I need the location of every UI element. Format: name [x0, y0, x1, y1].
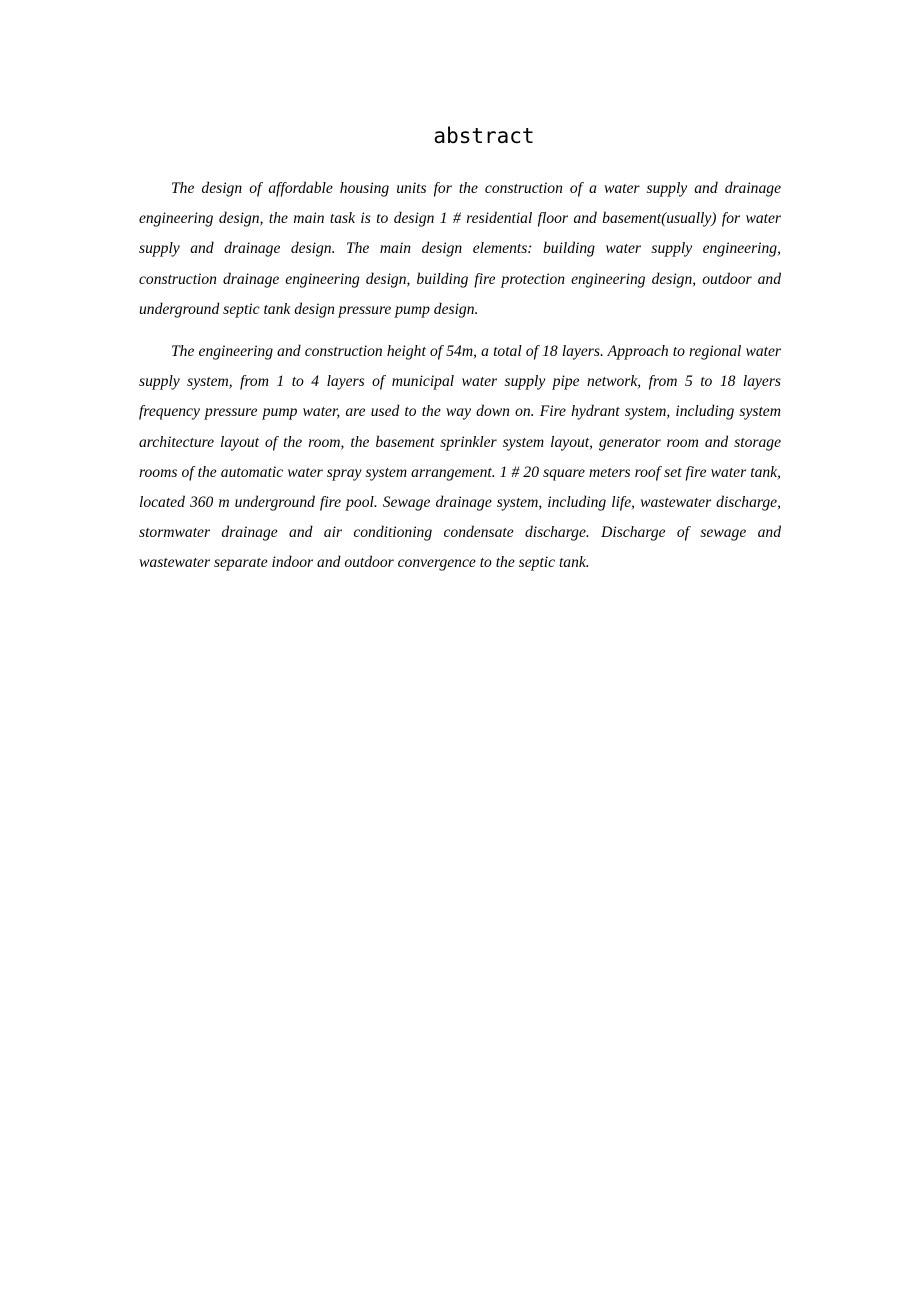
abstract-paragraph-1: The design of affordable housing units for the construction of a water supply and drainage engineering design, the main task is to design 1 # residential floor and basement(usually) for water supply and drainage design. The main design elements: building water supply engineering, construction drainage engineering design, building fire protection engineering design, outdoor and underground septic tank design pressure pump design. — [139, 180, 781, 318]
abstract-body — [139, 174, 781, 591]
abstract-title: abstract — [433, 124, 535, 148]
abstract-paragraph-2: The engineering and construction height of 54m, a total of 18 layers. Approach to regional water supply system, from 1 to 4 layers of municipal water supply pipe network, from 5 to 18 layers frequency pressure pump water, are used to the way down on. Fire hydrant system, including system architecture layout of the room, the basement sprinkler system layout, generator room and storage rooms of the automatic water spray system arrangement. 1 # 20 square meters roof set fire water tank, located 360 m underground fire pool. Sewage drainage system, including life, wastewater discharge, stormwater drainage and air conditioning condensate discharge. Discharge of sewage and wastewater separate indoor and outdoor convergence to the septic tank. — [139, 343, 781, 572]
